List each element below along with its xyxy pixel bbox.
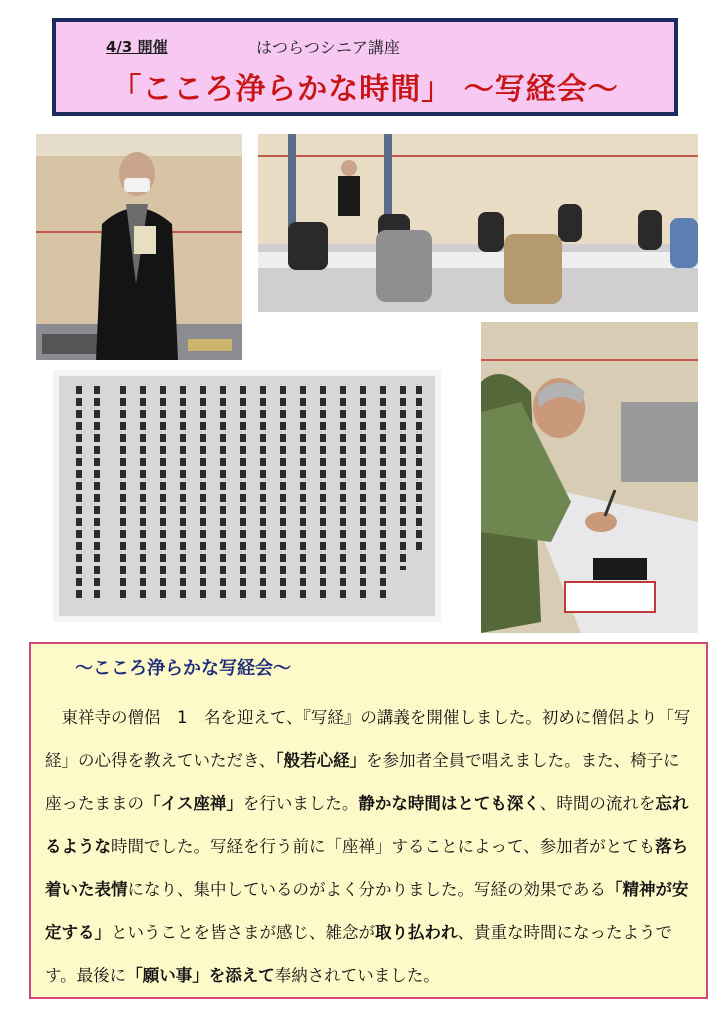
article-emphasis: 落ち着いた表情 (45, 837, 689, 899)
article-text: 、時間の流れを (539, 794, 656, 813)
article-emphasis: 「イス座禅」 (144, 794, 243, 813)
writing-photo (481, 322, 698, 633)
page-title: 「こころ浄らかな時間」 ～写経会～ (111, 72, 619, 107)
article-text: 、貴重な時間になったようです。最後に (45, 923, 672, 985)
article-text: を行いました。 (242, 794, 359, 813)
article-text: 東祥寺の僧侶 1 名を迎えて、『写経』の講義を開催しました。初めに僧侶より「写経」の心得を教えていただき、 (45, 708, 691, 770)
article-text: 奉納されていました。 (274, 966, 440, 985)
event-date: 4/3 開催 (106, 38, 168, 56)
article-box (29, 642, 708, 999)
monk-photo (36, 134, 242, 360)
header-banner (52, 18, 678, 116)
article-emphasis: 「願い事」を添えて (126, 966, 275, 985)
article-emphasis: 「般若心経」 (275, 751, 367, 770)
sutra-photo (53, 370, 441, 622)
article-heading: ～こころ浄らかな写経会～ (75, 658, 291, 679)
article-text: を参加者全員で唱えました。また、椅子に座ったままの (45, 751, 680, 813)
article-text: になり、集中しているのがよく分かりました。写経の効果である (127, 880, 606, 899)
series-name: はつらつシニア講座 (256, 38, 400, 57)
classroom-photo (258, 134, 698, 312)
article-emphasis: 忘れるような (45, 794, 689, 856)
article-emphasis: 静かな時間はとても深く (358, 794, 540, 813)
article-body (45, 696, 695, 997)
article-emphasis: 取り払われ (375, 923, 458, 942)
article-text: 時間でした。写経を行う前に「座禅」することによって、参加者がとても (111, 837, 656, 856)
article-emphasis: 「精神が安定する」 (45, 880, 689, 942)
article-text: ということを皆さまが感じ、雑念が (111, 923, 375, 942)
